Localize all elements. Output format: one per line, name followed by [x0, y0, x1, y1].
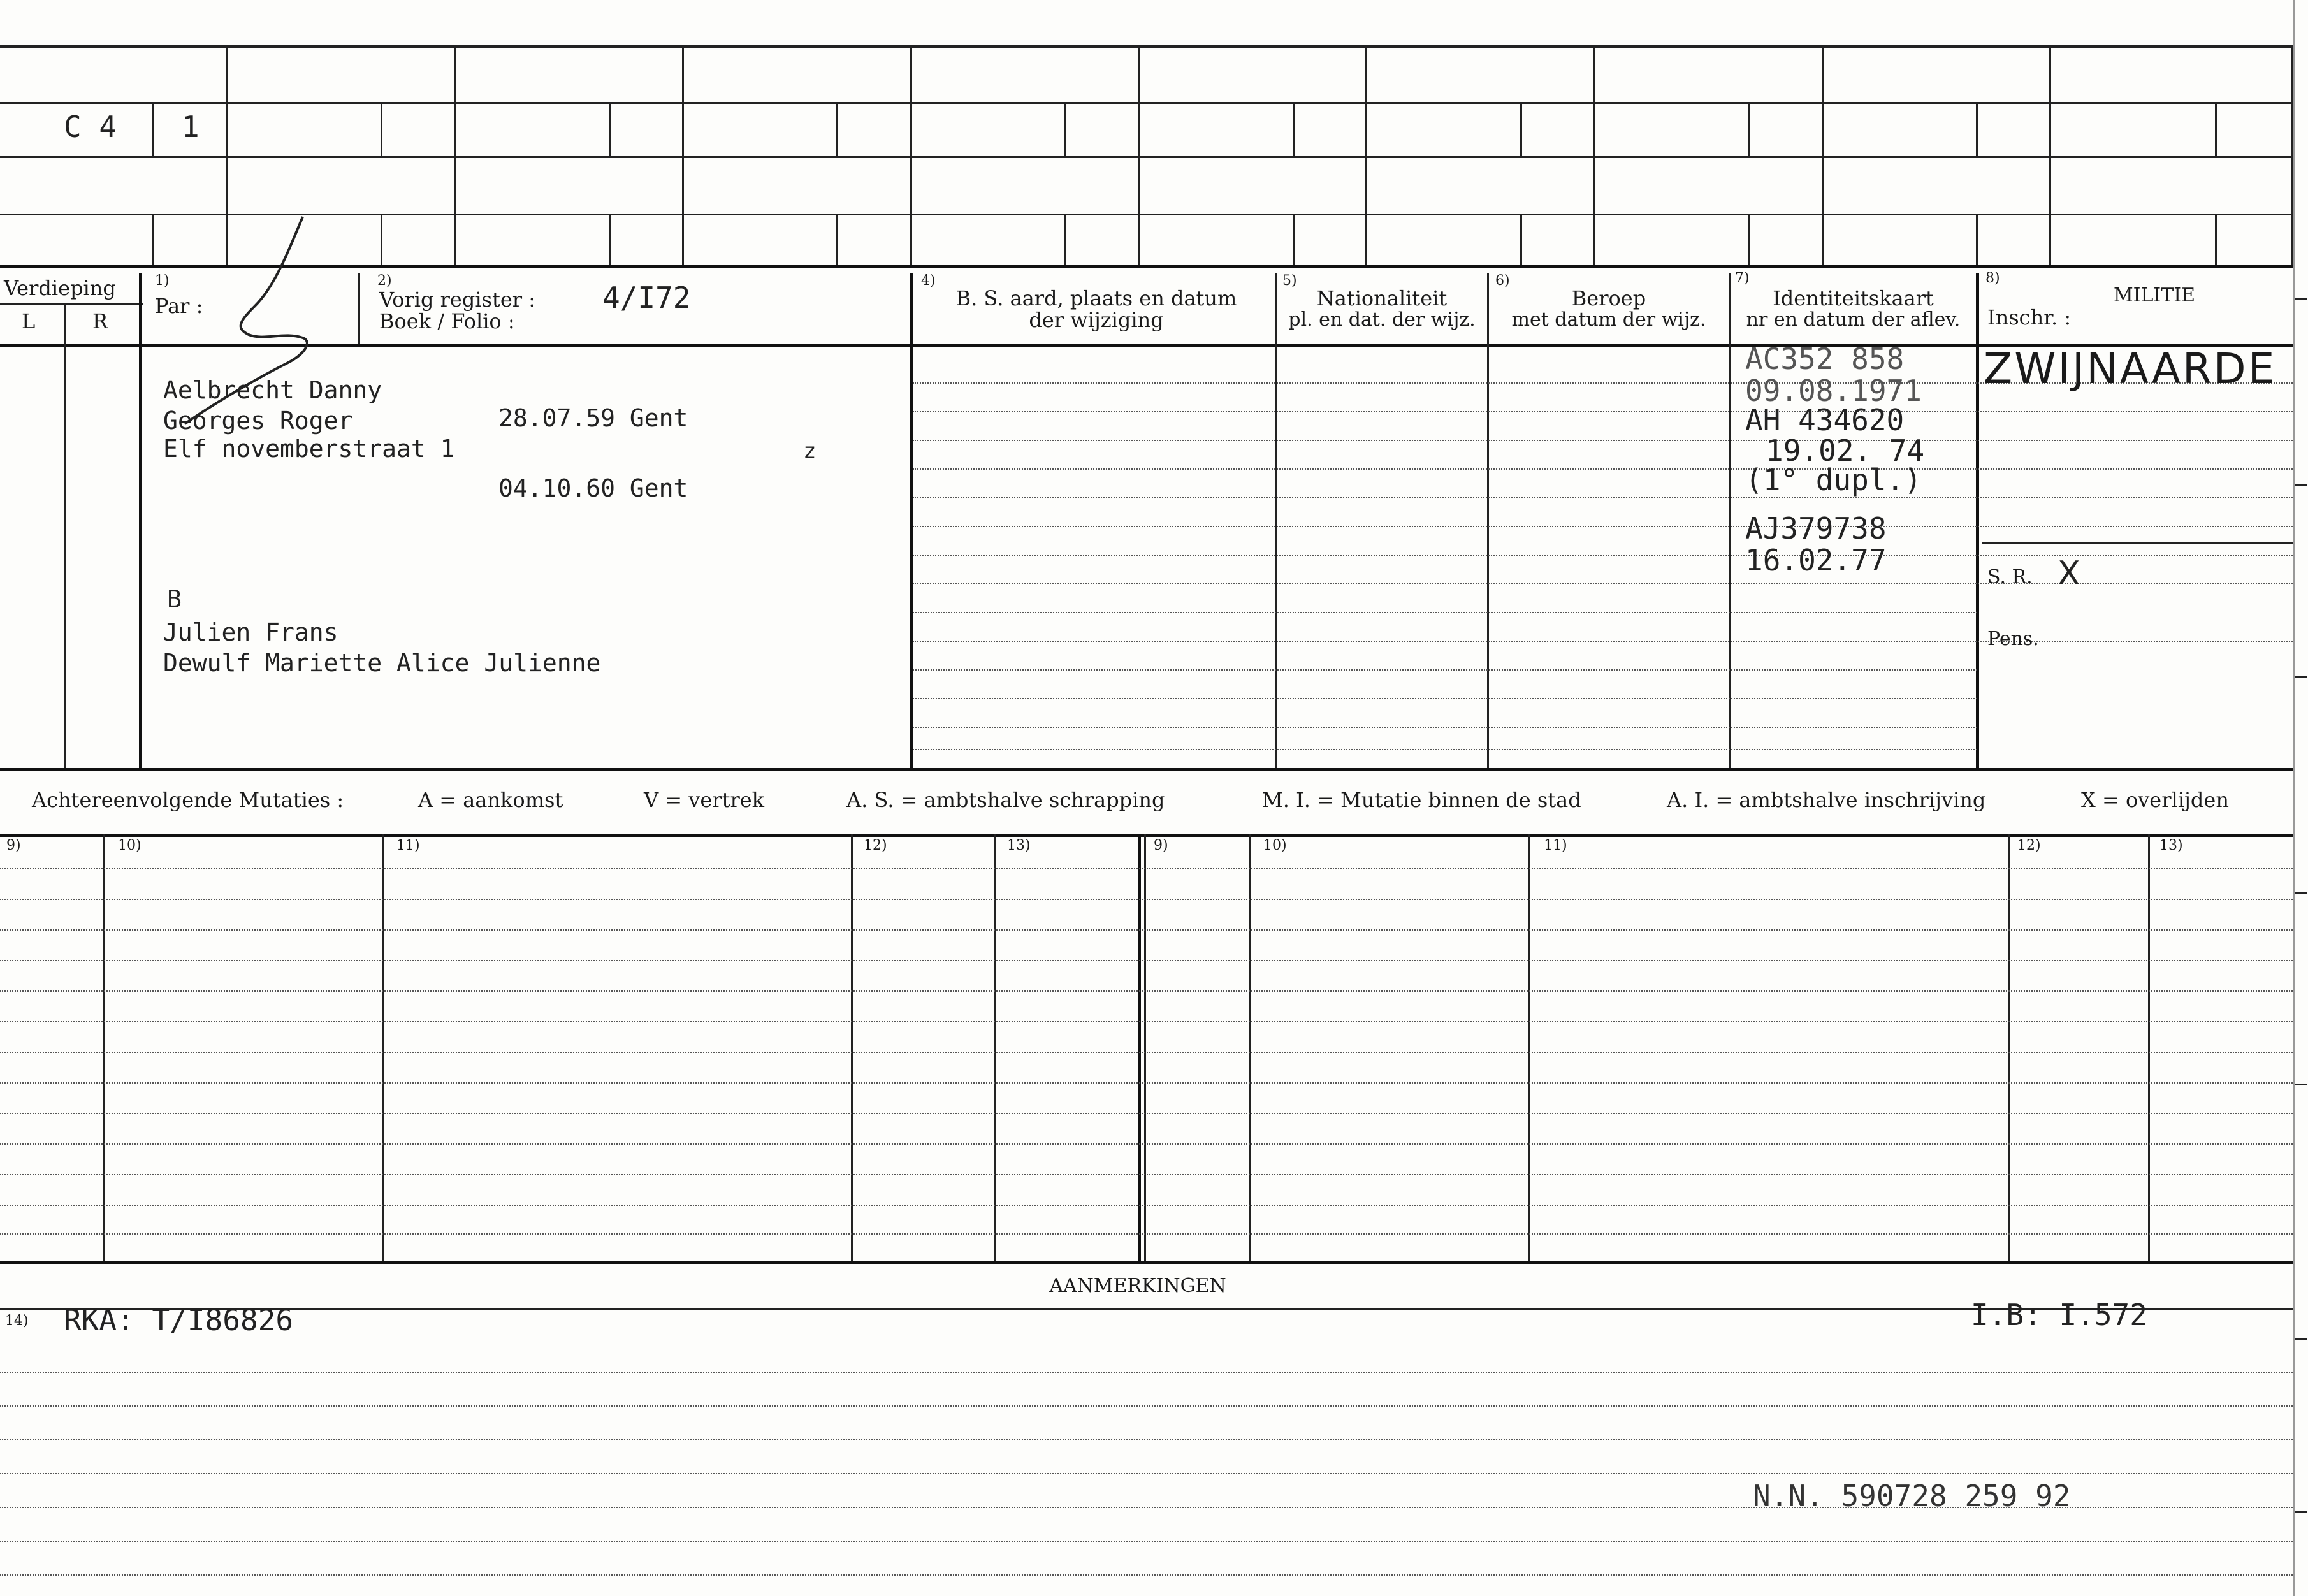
remarks-rka: RKA: T/I86826 — [64, 1303, 294, 1337]
remarks-title: AANMERKINGEN — [1049, 1275, 1226, 1297]
top-code-1: C 4 — [64, 110, 117, 144]
person-father: Julien Frans — [163, 618, 338, 646]
id-line-2: 09.08.1971 — [1745, 374, 1922, 408]
legend-mi: M. I. = Mutatie binnen de stad — [1262, 788, 1581, 812]
mut-l-col12: 12) — [864, 838, 887, 853]
remarks-num: 14) — [5, 1313, 29, 1329]
id-line-5: (1° dupl.) — [1745, 463, 1922, 497]
mut-r-col11: 11) — [1544, 838, 1567, 853]
floor-right: R — [92, 309, 108, 333]
mut-r-col12: 12) — [2017, 838, 2041, 853]
legend-a: A = aankomst — [418, 788, 563, 812]
militia-stamp: ZWIJNAARDE — [1984, 344, 2277, 393]
legend-x: X = overlijden — [2081, 788, 2229, 812]
col4-num: 4) — [921, 273, 936, 289]
id-line-7: 16.02.77 — [1745, 543, 1887, 577]
col5-line2: pl. en dat. der wijz. — [1288, 308, 1476, 331]
remarks-ib: I.B: I.572 — [1971, 1298, 2147, 1332]
mut-l-col9: 9) — [6, 838, 21, 853]
legend-ai: A. I. = ambtshalve inschrijving — [1667, 788, 1986, 812]
col1-num: 1) — [155, 273, 170, 289]
id-line-3: AH 434620 — [1745, 403, 1905, 437]
sr-mark: X — [2058, 555, 2080, 593]
person-date2: 04.10.60 Gent — [498, 474, 688, 502]
id-line-1: AC352 858 — [1745, 342, 1905, 376]
pens-label: Pens. — [1987, 628, 2039, 650]
id-line-4: 19.02. 74 — [1766, 433, 1925, 468]
col6-num: 6) — [1495, 273, 1510, 289]
col5-num: 5) — [1282, 273, 1297, 289]
col4-line1: B. S. aard, plaats en datum — [955, 286, 1237, 310]
legend-v: V = vertrek — [644, 788, 765, 812]
floor-label: Verdieping — [4, 276, 116, 300]
national-number: N.N. 590728 259 92 — [1753, 1479, 2071, 1513]
col7-line1: Identiteitskaart — [1773, 286, 1934, 310]
mut-r-col10: 10) — [1263, 838, 1287, 853]
col8-num: 8) — [1985, 270, 2000, 286]
col7-line2: nr en datum der aflev. — [1746, 308, 1961, 331]
col2-num: 2) — [377, 273, 392, 289]
col5-line1: Nationaliteit — [1316, 286, 1448, 310]
top-code-2: 1 — [182, 110, 200, 144]
mark-z: z — [803, 439, 817, 464]
mut-r-col9: 9) — [1154, 838, 1168, 853]
previous-register-value: 4/I72 — [602, 280, 691, 315]
person-street: Elf novemberstraat 1 — [163, 435, 455, 463]
col2-label-2: Boek / Folio : — [379, 309, 515, 333]
person-birth: 28.07.59 Gent — [498, 404, 688, 432]
mut-l-col13: 13) — [1007, 838, 1031, 853]
person-given-names: Georges Roger — [163, 407, 353, 435]
col4-line2: der wijziging — [1029, 308, 1164, 332]
militia-title: MILITIE — [2113, 284, 2196, 307]
col7-num: 7) — [1735, 270, 1750, 286]
id-line-6: AJ379738 — [1745, 511, 1887, 546]
mark-b: B — [167, 585, 182, 613]
mut-r-col13: 13) — [2159, 838, 2183, 853]
person-mother: Dewulf Mariette Alice Julienne — [163, 649, 601, 677]
col1-label: Par : — [155, 294, 203, 318]
col6-line1: Beroep — [1571, 286, 1646, 310]
militia-inschr-label: Inschr. : — [1987, 305, 2072, 330]
mutations-title: Achtereenvolgende Mutaties : — [32, 788, 344, 812]
mut-l-col10: 10) — [118, 838, 142, 853]
mut-l-col11: 11) — [396, 838, 420, 853]
legend-as: A. S. = ambtshalve schrapping — [846, 788, 1165, 812]
sr-label: S. R. — [1987, 566, 2033, 588]
person-surname: Aelbrecht Danny — [163, 376, 382, 404]
col6-line2: met datum der wijz. — [1511, 308, 1706, 331]
floor-left: L — [22, 309, 36, 333]
col2-label-1: Vorig register : — [379, 287, 536, 312]
